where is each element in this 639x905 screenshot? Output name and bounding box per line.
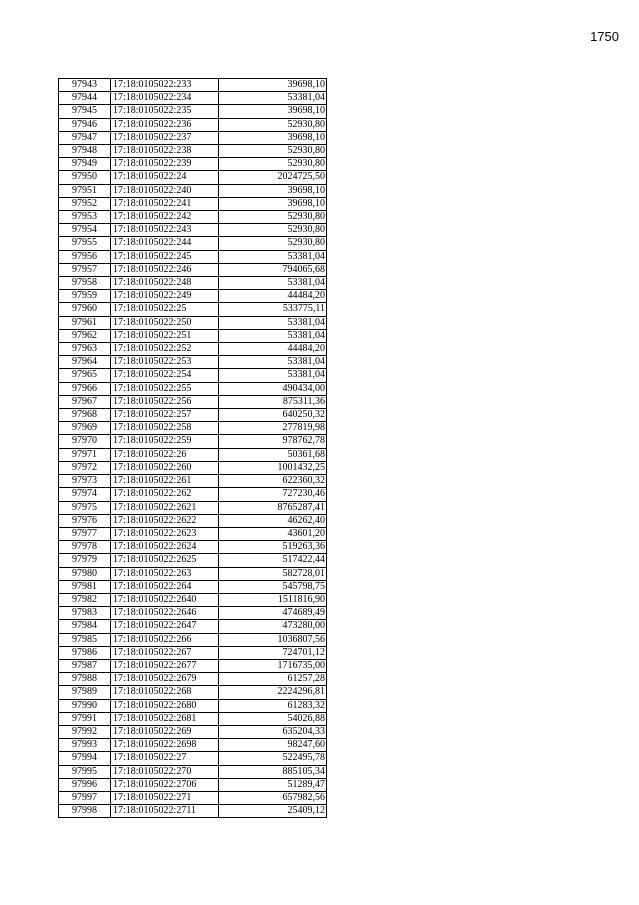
value-cell: 44484,20 [219,290,327,303]
cadastral-number-cell: 17:18:0105022:233 [111,79,219,92]
row-number-cell: 97954 [59,224,111,237]
table-row [59,620,327,633]
cadastral-number-cell: 17:18:0105022:237 [111,131,219,144]
cadastral-number-cell: 17:18:0105022:242 [111,211,219,224]
cadastral-number-cell: 17:18:0105022:251 [111,329,219,342]
cadastral-number-cell: 17:18:0105022:245 [111,250,219,263]
table-row [59,554,327,567]
table-row [59,448,327,461]
table-row [59,765,327,778]
cadastral-number-cell: 17:18:0105022:2622 [111,514,219,527]
table-row [59,290,327,303]
value-cell: 2024725,50 [219,171,327,184]
table-row [59,699,327,712]
table-row [59,527,327,540]
row-number-cell: 97984 [59,620,111,633]
table-row [59,580,327,593]
value-cell: 53381,04 [219,92,327,105]
cadastral-number-cell: 17:18:0105022:246 [111,263,219,276]
row-number-cell: 97974 [59,488,111,501]
cadastral-number-cell: 17:18:0105022:266 [111,633,219,646]
table-row [59,739,327,752]
row-number-cell: 97946 [59,118,111,131]
row-number-cell: 97965 [59,369,111,382]
row-number-cell: 97956 [59,250,111,263]
value-cell: 517422,44 [219,554,327,567]
value-cell: 1511816,90 [219,593,327,606]
table-row [59,752,327,765]
cadastral-number-cell: 17:18:0105022:2640 [111,593,219,606]
table-row [59,329,327,342]
cadastral-number-cell: 17:18:0105022:258 [111,422,219,435]
row-number-cell: 97976 [59,514,111,527]
value-cell: 474689,49 [219,607,327,620]
table-row [59,118,327,131]
cadastral-number-cell: 17:18:0105022:250 [111,316,219,329]
cadastral-number-cell: 17:18:0105022:262 [111,488,219,501]
row-number-cell: 97960 [59,303,111,316]
table-row [59,514,327,527]
row-number-cell: 97970 [59,435,111,448]
table-row [59,197,327,210]
row-number-cell: 97957 [59,263,111,276]
row-number-cell: 97987 [59,659,111,672]
row-number-cell: 97998 [59,805,111,818]
table-row [59,382,327,395]
table-row [59,316,327,329]
table-row [59,79,327,92]
row-number-cell: 97982 [59,593,111,606]
value-cell: 51289,47 [219,778,327,791]
row-number-cell: 97996 [59,778,111,791]
table-row [59,263,327,276]
value-cell: 635204,33 [219,725,327,738]
row-number-cell: 97979 [59,554,111,567]
cadastral-number-cell: 17:18:0105022:263 [111,567,219,580]
table-row [59,105,327,118]
row-number-cell: 97971 [59,448,111,461]
table-row [59,673,327,686]
row-number-cell: 97944 [59,92,111,105]
row-number-cell: 97963 [59,343,111,356]
table-row [59,92,327,105]
cadastral-number-cell: 17:18:0105022:252 [111,343,219,356]
cadastral-number-cell: 17:18:0105022:255 [111,382,219,395]
cadastral-number-cell: 17:18:0105022:243 [111,224,219,237]
value-cell: 39698,10 [219,105,327,118]
table-row [59,369,327,382]
cadastral-number-cell: 17:18:0105022:2698 [111,739,219,752]
row-number-cell: 97995 [59,765,111,778]
row-number-cell: 97968 [59,409,111,422]
cadastral-number-cell: 17:18:0105022:244 [111,237,219,250]
table-row [59,805,327,818]
row-number-cell: 97994 [59,752,111,765]
row-number-cell: 97943 [59,79,111,92]
cadastral-number-cell: 17:18:0105022:236 [111,118,219,131]
row-number-cell: 97989 [59,686,111,699]
value-cell: 54026,88 [219,712,327,725]
row-number-cell: 97951 [59,184,111,197]
table-row [59,303,327,316]
value-cell: 52930,80 [219,145,327,158]
table-row [59,277,327,290]
value-cell: 640250,32 [219,409,327,422]
row-number-cell: 97950 [59,171,111,184]
row-number-cell: 97978 [59,541,111,554]
value-cell: 61257,28 [219,673,327,686]
table-row [59,659,327,672]
cadastral-number-cell: 17:18:0105022:234 [111,92,219,105]
table-body [59,79,327,818]
value-cell: 1716735,00 [219,659,327,672]
table-row [59,250,327,263]
cadastral-number-cell: 17:18:0105022:268 [111,686,219,699]
row-number-cell: 97966 [59,382,111,395]
row-number-cell: 97949 [59,158,111,171]
table-row [59,501,327,514]
cadastral-number-cell: 17:18:0105022:24 [111,171,219,184]
value-cell: 43601,20 [219,527,327,540]
value-cell: 582728,01 [219,567,327,580]
row-number-cell: 97975 [59,501,111,514]
value-cell: 61283,32 [219,699,327,712]
table-row [59,488,327,501]
cadastral-number-cell: 17:18:0105022:2680 [111,699,219,712]
table-row [59,224,327,237]
table-row [59,131,327,144]
value-cell: 53381,04 [219,356,327,369]
value-cell: 50361,68 [219,448,327,461]
cadastral-number-cell: 17:18:0105022:271 [111,791,219,804]
cadastral-number-cell: 17:18:0105022:270 [111,765,219,778]
value-cell: 2224296,81 [219,686,327,699]
value-cell: 52930,80 [219,211,327,224]
row-number-cell: 97973 [59,475,111,488]
row-number-cell: 97981 [59,580,111,593]
table-row [59,541,327,554]
value-cell: 724701,12 [219,646,327,659]
table-row [59,356,327,369]
value-cell: 1001432,25 [219,461,327,474]
row-number-cell: 97988 [59,673,111,686]
table-row [59,184,327,197]
cadastral-number-cell: 17:18:0105022:253 [111,356,219,369]
table-row [59,158,327,171]
cadastral-number-cell: 17:18:0105022:26 [111,448,219,461]
value-cell: 25409,12 [219,805,327,818]
table-row [59,343,327,356]
table-row [59,395,327,408]
cadastral-number-cell: 17:18:0105022:2624 [111,541,219,554]
value-cell: 52930,80 [219,224,327,237]
table-row [59,778,327,791]
value-cell: 53381,04 [219,250,327,263]
row-number-cell: 97969 [59,422,111,435]
row-number-cell: 97959 [59,290,111,303]
table-row [59,475,327,488]
cadastral-number-cell: 17:18:0105022:238 [111,145,219,158]
cadastral-number-cell: 17:18:0105022:2646 [111,607,219,620]
value-cell: 39698,10 [219,131,327,144]
value-cell: 875311,36 [219,395,327,408]
value-cell: 39698,10 [219,79,327,92]
row-number-cell: 97980 [59,567,111,580]
cadastral-number-cell: 17:18:0105022:2621 [111,501,219,514]
cadastral-number-cell: 17:18:0105022:248 [111,277,219,290]
row-number-cell: 97952 [59,197,111,210]
value-cell: 52930,80 [219,237,327,250]
value-cell: 522495,78 [219,752,327,765]
cadastral-number-cell: 17:18:0105022:267 [111,646,219,659]
value-cell: 473280,00 [219,620,327,633]
cadastral-number-cell: 17:18:0105022:2711 [111,805,219,818]
value-cell: 53381,04 [219,329,327,342]
value-cell: 794065,68 [219,263,327,276]
row-number-cell: 97991 [59,712,111,725]
row-number-cell: 97955 [59,237,111,250]
cadastral-number-cell: 17:18:0105022:2677 [111,659,219,672]
table-row [59,686,327,699]
cadastral-number-cell: 17:18:0105022:241 [111,197,219,210]
table-row [59,567,327,580]
row-number-cell: 97986 [59,646,111,659]
value-cell: 533775,11 [219,303,327,316]
row-number-cell: 97948 [59,145,111,158]
value-cell: 727230,46 [219,488,327,501]
value-cell: 519263,36 [219,541,327,554]
row-number-cell: 97977 [59,527,111,540]
cadastral-number-cell: 17:18:0105022:2706 [111,778,219,791]
value-cell: 657982,56 [219,791,327,804]
row-number-cell: 97972 [59,461,111,474]
cadastral-number-cell: 17:18:0105022:235 [111,105,219,118]
row-number-cell: 97967 [59,395,111,408]
row-number-cell: 97953 [59,211,111,224]
value-cell: 39698,10 [219,197,327,210]
cadastral-number-cell: 17:18:0105022:240 [111,184,219,197]
value-cell: 53381,04 [219,316,327,329]
row-number-cell: 97992 [59,725,111,738]
row-number-cell: 97990 [59,699,111,712]
table-row [59,461,327,474]
cadastral-number-cell: 17:18:0105022:2679 [111,673,219,686]
table-row [59,646,327,659]
row-number-cell: 97958 [59,277,111,290]
value-cell: 39698,10 [219,184,327,197]
cadastral-number-cell: 17:18:0105022:260 [111,461,219,474]
cadastral-number-cell: 17:18:0105022:239 [111,158,219,171]
row-number-cell: 97964 [59,356,111,369]
value-cell: 277819,98 [219,422,327,435]
row-number-cell: 97962 [59,329,111,342]
row-number-cell: 97961 [59,316,111,329]
cadastral-number-cell: 17:18:0105022:256 [111,395,219,408]
table-row [59,712,327,725]
cadastral-number-cell: 17:18:0105022:269 [111,725,219,738]
cadastral-number-cell: 17:18:0105022:25 [111,303,219,316]
value-cell: 978762,78 [219,435,327,448]
cadastral-number-cell: 17:18:0105022:259 [111,435,219,448]
cadastral-number-cell: 17:18:0105022:2623 [111,527,219,540]
value-cell: 46262,40 [219,514,327,527]
value-cell: 545798,75 [219,580,327,593]
table-row [59,211,327,224]
cadastral-number-cell: 17:18:0105022:254 [111,369,219,382]
table-row [59,435,327,448]
value-cell: 8765287,41 [219,501,327,514]
value-cell: 53381,04 [219,369,327,382]
table-row [59,791,327,804]
cadastral-number-cell: 17:18:0105022:27 [111,752,219,765]
cadastral-number-cell: 17:18:0105022:257 [111,409,219,422]
table-row [59,409,327,422]
row-number-cell: 97997 [59,791,111,804]
value-cell: 622360,32 [219,475,327,488]
cadastral-number-cell: 17:18:0105022:264 [111,580,219,593]
table-row [59,725,327,738]
table-row [59,633,327,646]
value-cell: 98247,60 [219,739,327,752]
cadastral-number-cell: 17:18:0105022:2647 [111,620,219,633]
table-row [59,237,327,250]
cadastral-number-cell: 17:18:0105022:2681 [111,712,219,725]
value-cell: 885105,34 [219,765,327,778]
table-row [59,171,327,184]
row-number-cell: 97947 [59,131,111,144]
value-cell: 52930,80 [219,118,327,131]
row-number-cell: 97985 [59,633,111,646]
data-table [58,78,327,818]
cadastral-number-cell: 17:18:0105022:261 [111,475,219,488]
table-row [59,593,327,606]
table-row [59,422,327,435]
table-row [59,145,327,158]
value-cell: 490434,00 [219,382,327,395]
value-cell: 44484,20 [219,343,327,356]
value-cell: 53381,04 [219,277,327,290]
cadastral-number-cell: 17:18:0105022:2625 [111,554,219,567]
row-number-cell: 97945 [59,105,111,118]
table-row [59,607,327,620]
row-number-cell: 97983 [59,607,111,620]
row-number-cell: 97993 [59,739,111,752]
page-number: 1750 [590,29,619,44]
cadastral-number-cell: 17:18:0105022:249 [111,290,219,303]
value-cell: 1036807,56 [219,633,327,646]
value-cell: 52930,80 [219,158,327,171]
